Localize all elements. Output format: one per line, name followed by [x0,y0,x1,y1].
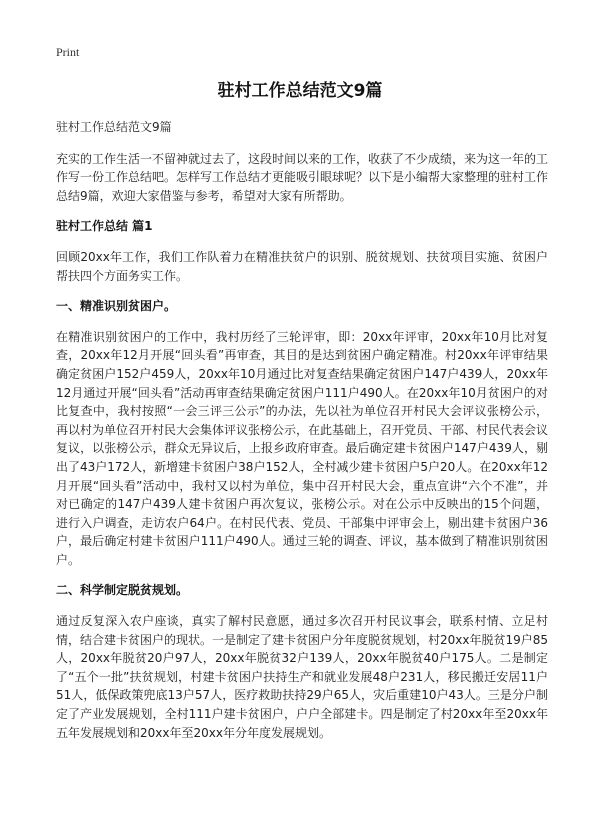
section-heading-2: 二、科学制定脱贫规划。 [56,583,189,598]
article-subtitle: 驻村工作总结范文9篇 [56,120,172,134]
section-body-2: 通过反复深入农户座谈，真实了解村民意愿，通过多次召开村民议事会，联系村情、立足村情，结合建卡贫困户的现状。一是制定了建卡贫困户分年度脱贫规划，村20xx年脱贫19户85人，20xx年脱贫20户97人，20xx年脱贫32户139人，20xx年脱贫40户175人。二是制定了“五个一批”扶贫规划，村建卡贫困户扶持生产和就业发展48户231人，移民搬迁安居11户51人，低保政策兜底13户57人，医疗救助扶持29户65人，灾后重建10户43人。三是分户制定了产业发展规划，全村111户建卡贫困户，户户全部建卡。四是制定了村20xx年至20xx年五年发展规划和20xx年至20xx年分年度发展规划。 [56,614,549,740]
print-link[interactable]: Print [56,45,80,59]
page-title: 驻村工作总结范文9篇 [217,81,383,101]
article-heading: 驻村工作总结 篇1 [56,219,153,234]
intro-paragraph: 充实的工作生活一不留神就过去了，这段时间以来的工作，收获了不少成绩，来为这一年的工作写一份工作总结吧。怎样写工作总结才更能吸引眼球呢？以下是小编帮大家整理的驻村工作总结9篇，欢迎大家借鉴与参考，希望对大家有所帮助。 [56,151,549,203]
section-body-1: 在精准识别贫困户的工作中，我村历经了三轮评审，即：20xx年评审，20xx年10月比对复查，20xx年12月开展“回头看”再审查，其目的是达到贫困户确定精准。村20xx年评审结果确定贫困户152户459人，20xx年10月通过比对复查结果确定贫困户147户439人，20xx年12月通过开展“回头看”活动再审查结果确定贫困户111户490人。在20xx年10月贫困户的对比复查中，我村按照“一会三评三公示”的办法，先以社为单位召开村民大会评议张榜公示，再以村为单位召开村民大会集体评议张榜公示，在此基础上，召开党员、干部、村民代表会议复议，以张榜公示，群众无异议后，上报乡政府审查。最后确定建卡贫困户147户439人，剔出了43户172人，新增建卡贫困户38户152人，全村减少建卡贫困户5户20人。在20xx年12月开展“回头看”活动中，我村又以村为单位，集中召开村民大会，重点宣讲“六个不准”，并对已确定的147户439人建卡贫困户再次复议，张榜公示。对在公示中反映出的15个问题，进行入户调查，走访农户64户。在村民代表、党员、干部集中评审会上，剔出建卡贫困户36户，最后确定村建卡贫困户111户490人。通过三轮的调查、评议，基本做到了精准识别贫困户。 [56,329,549,567]
article-content [56,118,548,754]
section-heading-1: 一、精准识别贫困户。 [56,299,177,314]
article-intro-paragraph: 回顾20xx年工作，我们工作队着力在精准扶贫户的识别、脱贫规划、扶贫项目实施、贫困户帮扶四个方面务实工作。 [56,249,548,283]
